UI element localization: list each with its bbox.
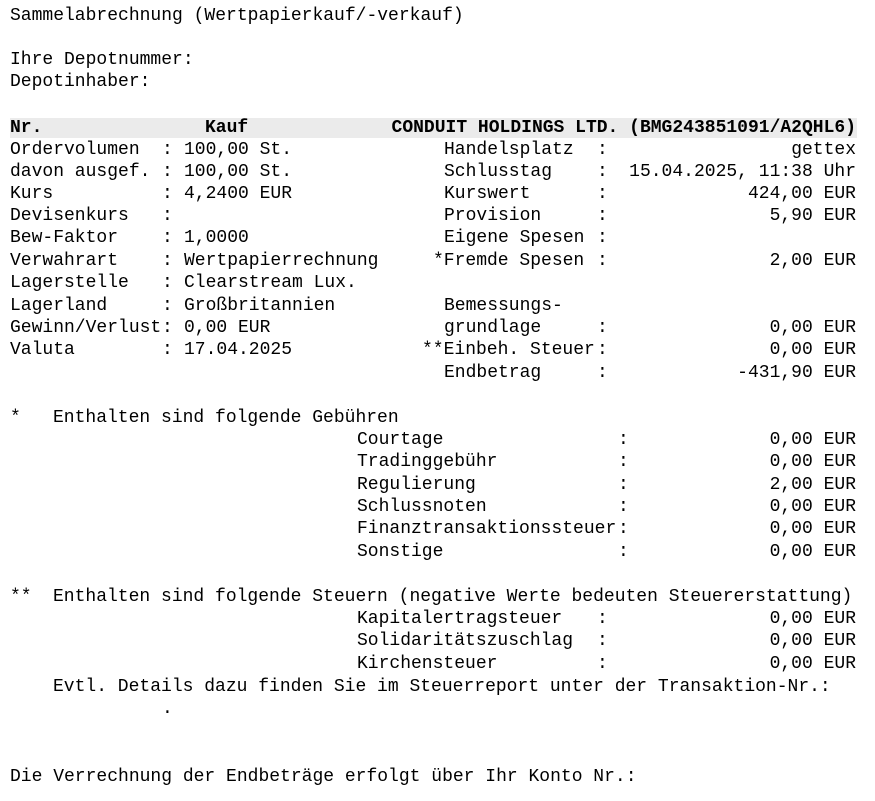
- field-colon: :: [618, 497, 629, 517]
- field-value-kurs: 4,2400 EUR: [184, 184, 293, 204]
- field-colon: :: [162, 184, 173, 204]
- field-colon: :: [597, 609, 608, 629]
- field-colon: :: [618, 475, 629, 495]
- taxes-marker: **: [10, 587, 32, 607]
- field-colon: :: [162, 340, 173, 360]
- field-label-handelsplatz: Handelsplatz: [444, 140, 574, 160]
- fee-label-schlussnoten: Schlussnoten: [357, 497, 487, 517]
- field-value-grundlage: 0,00 EUR: [769, 318, 856, 338]
- field-colon: :: [162, 296, 173, 316]
- fee-label-regulierung: Regulierung: [357, 475, 476, 495]
- field-value-bew-faktor: 1,0000: [184, 228, 249, 248]
- field-colon: :: [597, 140, 608, 160]
- header-security: CONDUIT HOLDINGS LTD. (BMG243851091/A2QHL6): [391, 118, 856, 138]
- field-value-lagerland: Großbritannien: [184, 296, 336, 316]
- field-colon: :: [162, 318, 173, 338]
- field-colon: :: [162, 162, 173, 182]
- field-label-verwahrart: Verwahrart: [10, 251, 119, 271]
- field-value-provision: 5,90 EUR: [769, 206, 856, 226]
- fee-value-schlussnoten: 0,00 EUR: [769, 497, 856, 517]
- field-label-lagerland: Lagerland: [10, 296, 108, 316]
- fee-label-sonstige: Sonstige: [357, 542, 444, 562]
- field-colon: :: [162, 251, 173, 271]
- tax-label-solidaritaetszuschlag: Solidaritätszuschlag: [357, 631, 574, 651]
- fee-value-regulierung: 2,00 EUR: [769, 475, 856, 495]
- taxes-heading: Enthalten sind folgende Steuern (negative Werte bedeuten Steuererstattung): [53, 587, 853, 607]
- field-colon: :: [597, 654, 608, 674]
- field-label-fremde-spesen: *Fremde Spesen: [433, 251, 585, 271]
- field-label-ordervolumen: Ordervolumen: [10, 140, 140, 160]
- field-label-devisenkurs: Devisenkurs: [10, 206, 129, 226]
- field-label-davon-ausgef: davon ausgef.: [10, 162, 151, 182]
- field-colon: :: [618, 542, 629, 562]
- fee-label-courtage: Courtage: [357, 430, 444, 450]
- fee-value-sonstige: 0,00 EUR: [769, 542, 856, 562]
- field-colon: :: [597, 206, 608, 226]
- field-colon: :: [597, 184, 608, 204]
- field-colon: :: [597, 251, 608, 271]
- field-label-einbeh-steuer: **Einbeh. Steuer: [422, 340, 595, 360]
- field-colon: :: [618, 430, 629, 450]
- field-value-fremde-spesen: 2,00 EUR: [769, 251, 856, 271]
- field-value-endbetrag: -431,90 EUR: [737, 363, 856, 383]
- field-colon: :: [618, 519, 629, 539]
- field-value-eigene-spesen: [612, 227, 856, 249]
- field-colon: :: [162, 206, 173, 226]
- field-colon: :: [597, 228, 608, 248]
- tax-value-kirchensteuer: 0,00 EUR: [769, 654, 856, 674]
- field-label-bew-faktor: Bew-Faktor: [10, 228, 119, 248]
- depot-number-label: Ihre Depotnummer:: [10, 50, 194, 70]
- tax-value-solidaritaetszuschlag: 0,00 EUR: [769, 631, 856, 651]
- field-colon: :: [597, 162, 608, 182]
- field-label-kurs: Kurs: [10, 184, 54, 204]
- fees-marker: *: [10, 408, 21, 428]
- field-colon: :: [162, 228, 173, 248]
- transaction-number: .: [162, 699, 173, 719]
- field-value-kurswert: 424,00 EUR: [747, 184, 856, 204]
- field-label-bemessungs: Bemessungs-: [444, 296, 563, 316]
- tax-label-kapitalertragsteuer: Kapitalertragsteuer: [357, 609, 563, 629]
- field-label-eigene-spesen: Eigene Spesen: [444, 228, 585, 248]
- fee-label-tradinggebuehr: Tradinggebühr: [357, 452, 498, 472]
- tax-details-note: Evtl. Details dazu finden Sie im Steuerreport unter der Transaktion-Nr.:: [53, 677, 831, 697]
- fee-value-finanztransaktionssteuer: 0,00 EUR: [769, 519, 856, 539]
- tax-value-kapitalertragsteuer: 0,00 EUR: [769, 609, 856, 629]
- fees-heading: Enthalten sind folgende Gebühren: [53, 408, 399, 428]
- header-order-type: Kauf: [205, 118, 249, 138]
- field-value-schlusstag: 15.04.2025, 11:38 Uhr: [629, 162, 856, 182]
- document-title: Sammelabrechnung (Wertpapierkauf/-verkauf): [10, 6, 464, 26]
- fee-label-finanztransaktionssteuer: Finanztransaktionssteuer: [357, 519, 617, 539]
- field-colon: :: [597, 631, 608, 651]
- field-colon: :: [597, 318, 608, 338]
- field-colon: :: [597, 363, 608, 383]
- field-colon: :: [597, 340, 608, 360]
- tax-label-kirchensteuer: Kirchensteuer: [357, 654, 498, 674]
- settlement-account-note: Die Verrechnung der Endbeträge erfolgt über Ihr Konto Nr.:: [10, 767, 637, 787]
- field-colon: :: [618, 452, 629, 472]
- field-label-gewinn-verlust: Gewinn/Verlust: [10, 318, 162, 338]
- field-value-einbeh-steuer: 0,00 EUR: [769, 340, 856, 360]
- field-label-valuta: Valuta: [10, 340, 75, 360]
- field-label-endbetrag: Endbetrag: [444, 363, 542, 383]
- field-value-davon-ausgef: 100,00 St.: [184, 162, 293, 182]
- field-value-valuta: 17.04.2025: [184, 340, 293, 360]
- field-label-kurswert: Kurswert: [444, 184, 531, 204]
- field-value-verwahrart: Wertpapierrechnung: [184, 251, 379, 271]
- field-colon: :: [162, 140, 173, 160]
- field-label-grundlage: grundlage: [444, 318, 542, 338]
- field-label-schlusstag: Schlusstag: [444, 162, 553, 182]
- field-label-provision: Provision: [444, 206, 542, 226]
- fee-value-courtage: 0,00 EUR: [769, 430, 856, 450]
- field-value-ordervolumen: 100,00 St.: [184, 140, 293, 160]
- header-nr-label: Nr.: [10, 118, 43, 138]
- field-value-gewinn-verlust: 0,00 EUR: [184, 318, 271, 338]
- field-value-handelsplatz: gettex: [791, 140, 856, 160]
- depot-holder-label: Depotinhaber:: [10, 72, 151, 92]
- field-colon: :: [162, 273, 173, 293]
- fee-value-tradinggebuehr: 0,00 EUR: [769, 452, 856, 472]
- field-label-lagerstelle: Lagerstelle: [10, 273, 129, 293]
- field-value-lagerstelle: Clearstream Lux.: [184, 273, 357, 293]
